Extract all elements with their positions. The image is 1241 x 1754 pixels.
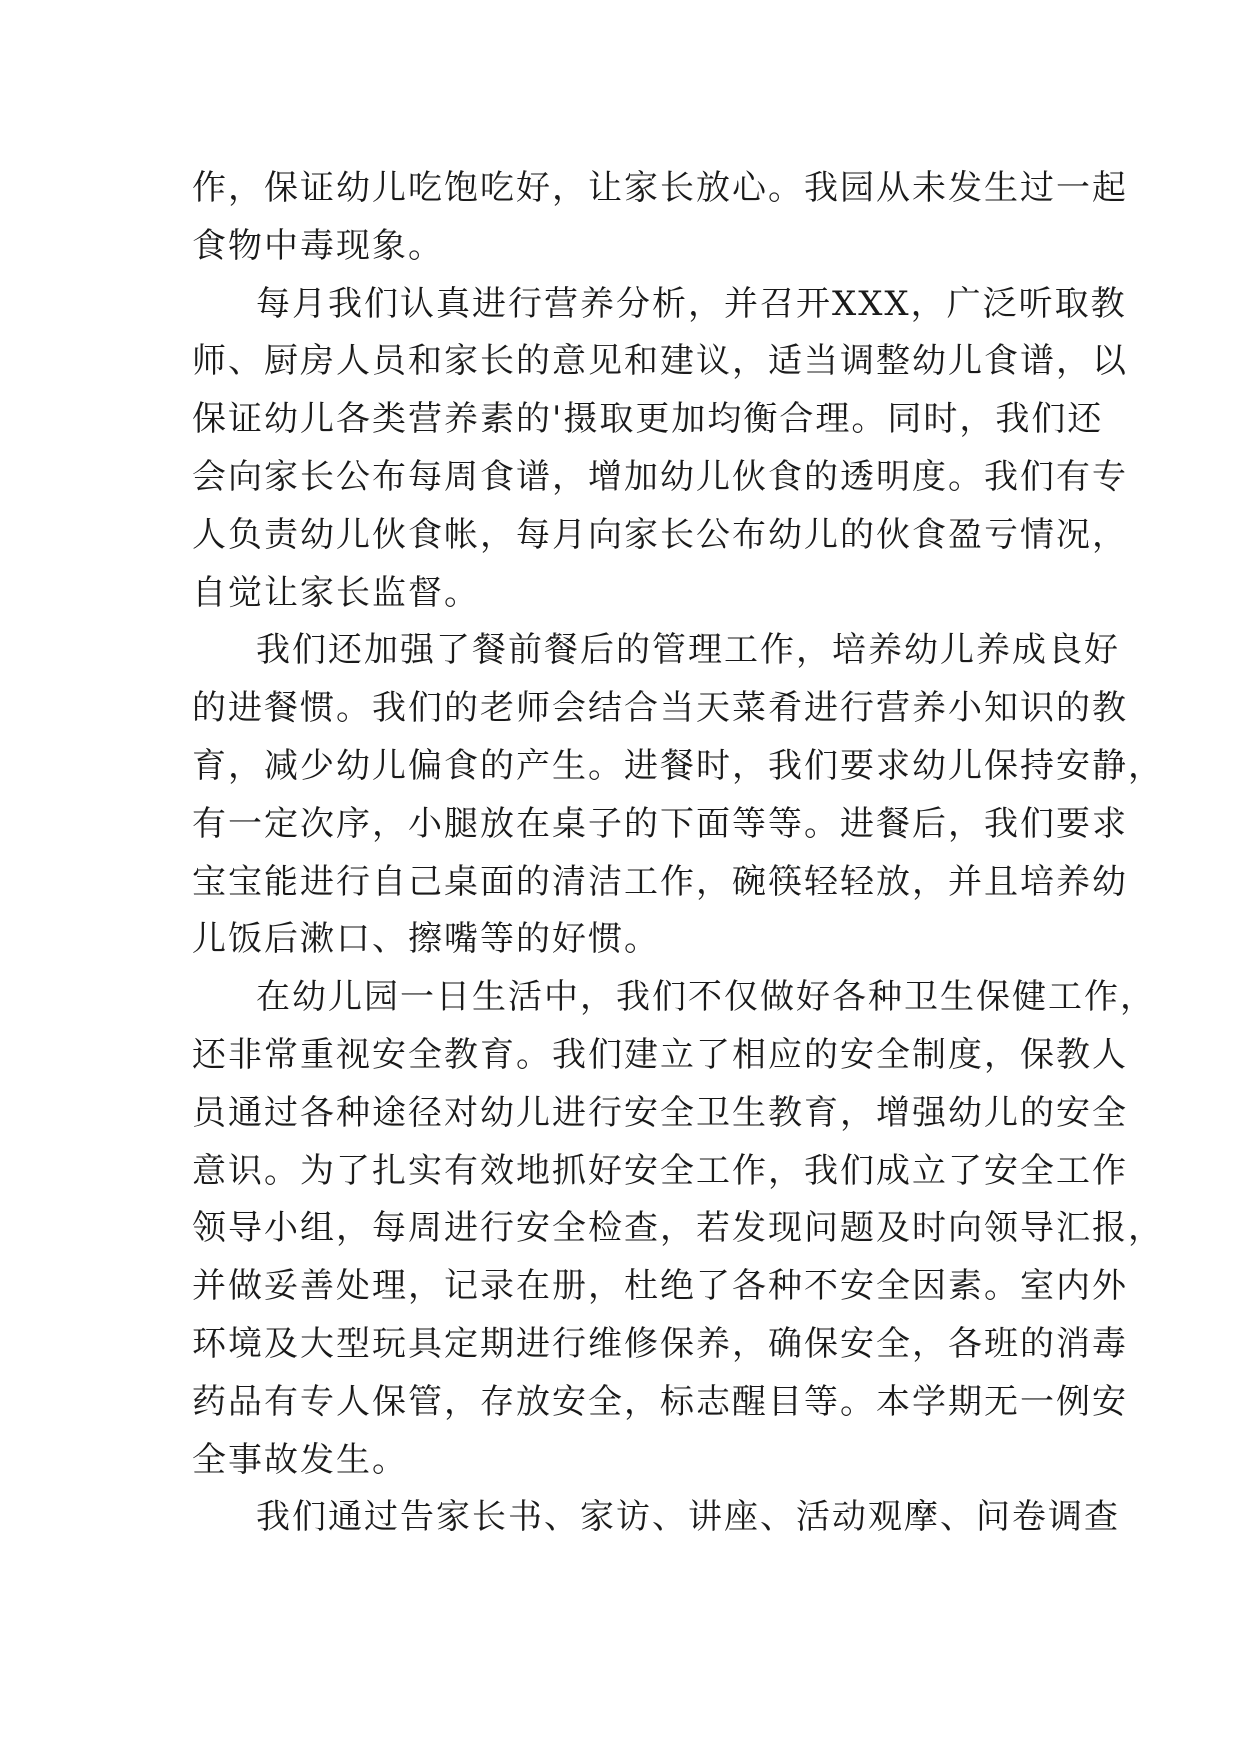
paragraph-2 bbox=[192, 276, 1128, 623]
text-line: 我们还加强了餐前餐后的管理工作，培养幼儿养成良好 bbox=[256, 630, 1120, 671]
text-line: 在幼儿园一日生活中，我们不仅做好各种卫生保健工作， bbox=[256, 977, 1156, 1018]
paragraph-4 bbox=[192, 969, 1164, 1489]
paragraph-1 bbox=[192, 160, 1128, 276]
text-line: 每月我们认真进行营养分析，并召开XXX，广泛听取教 bbox=[256, 283, 1127, 324]
text-line: 我们通过告家长书、家访、讲座、活动观摩、问卷调查 bbox=[256, 1497, 1120, 1538]
text-line: 领导小组，每周进行安全检查，若发现问题及时向领导汇报， bbox=[192, 1208, 1164, 1249]
text-line: 食物中毒现象。 bbox=[192, 225, 444, 266]
text-line: 环境及大型玩具定期进行维修保养，确保安全，各班的消毒 bbox=[192, 1323, 1128, 1364]
text-line: 宝宝能进行自己桌面的清洁工作，碗筷轻轻放，并且培养幼 bbox=[192, 861, 1128, 902]
text-line: 药品有专人保管，存放安全，标志醒目等。本学期无一例安 bbox=[192, 1381, 1128, 1422]
text-line: 自觉让家长监督。 bbox=[192, 572, 480, 613]
text-line: 员通过各种途径对幼儿进行安全卫生教育，增强幼儿的安全 bbox=[192, 1092, 1128, 1133]
text-line: 师、厨房人员和家长的意见和建议，适当调整幼儿食谱，以 bbox=[192, 341, 1128, 382]
paragraph-3 bbox=[192, 622, 1164, 969]
text-line: 的进餐惯。我们的老师会结合当天菜肴进行营养小知识的教 bbox=[192, 688, 1128, 729]
text-line: 会向家长公布每周食谱，增加幼儿伙食的透明度。我们有专 bbox=[192, 456, 1128, 497]
text-line: 有一定次序，小腿放在桌子的下面等等。进餐后，我们要求 bbox=[192, 803, 1128, 844]
paragraph-5 bbox=[192, 1489, 1120, 1547]
text-line: 全事故发生。 bbox=[192, 1439, 408, 1480]
text-line: 还非常重视安全教育。我们建立了相应的安全制度，保教人 bbox=[192, 1034, 1128, 1075]
text-line: 保证幼儿各类营养素的'摄取更加均衡合理。同时，我们还 bbox=[192, 399, 1104, 440]
text-line: 人负责幼儿伙食帐，每月向家长公布幼儿的伙食盈亏情况， bbox=[192, 514, 1128, 555]
text-line: 儿饭后漱口、擦嘴等的好惯。 bbox=[192, 919, 660, 960]
text-line: 意识。为了扎实有效地抓好安全工作，我们成立了安全工作 bbox=[192, 1150, 1128, 1191]
text-line: 育，减少幼儿偏食的产生。进餐时，我们要求幼儿保持安静， bbox=[192, 745, 1164, 786]
document-body bbox=[192, 160, 1164, 1547]
text-line: 并做妥善处理，记录在册，杜绝了各种不安全因素。室内外 bbox=[192, 1266, 1128, 1307]
text-line: 作，保证幼儿吃饱吃好，让家长放心。我园从未发生过一起 bbox=[192, 168, 1128, 208]
